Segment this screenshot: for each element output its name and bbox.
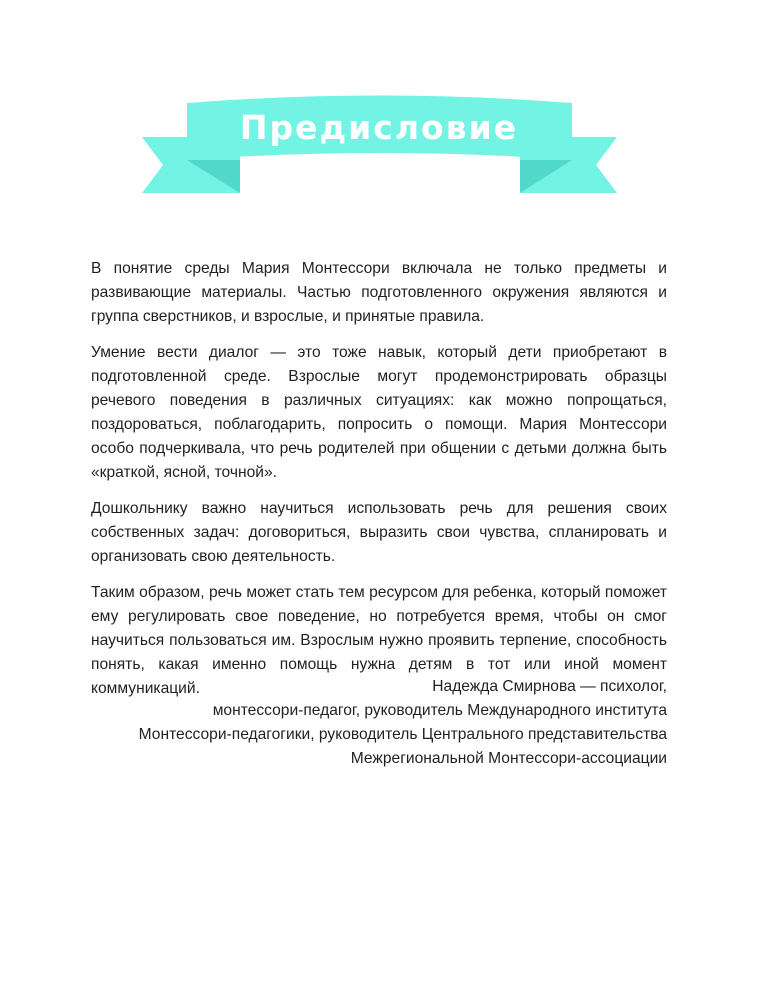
author-signature	[91, 675, 667, 771]
signature-line: Надежда Смирнова — психолог,	[432, 678, 667, 695]
paragraph: Дошкольнику важно научиться использовать речь для решения своих собственных задач: договориться, выразить свои чувства, спланировать и организовать свою деятельность.	[91, 500, 667, 565]
page-title: Предисловие	[239, 108, 519, 147]
paragraph: Таким образом, речь может стать тем ресурсом для ребенка, который поможет ему регулировать свое поведение, но потребуется время, чтобы он смог научиться пользоваться им. Взрослым нужно проявить терпение, способность понять, какая именно помощь нужна детям в тот или иной момент коммуникаций.	[91, 584, 667, 697]
title-ribbon	[0, 0, 759, 200]
ribbon-graphic	[0, 0, 759, 200]
signature-line: Межрегиональной Монтессори-ассоциации	[350, 750, 667, 767]
paragraph: В понятие среды Мария Монтессори включала не только предметы и развивающие материалы. Частью подготовленного окружения являются и группа сверстников, и взрослые, и принятые правила.	[91, 260, 667, 325]
paragraph: Умение вести диалог — это тоже навык, который дети приобретают в подготовленной среде. Взрослые могут продемонстрировать образцы речевого поведения в различных ситуациях: как можно попрощаться, поздороваться, поблагодарить, попросить о помощи. Мария Монтессори особо подчеркивала, что речь родителей при общении с детьми должна быть «краткой, ясной, точной».	[91, 344, 667, 481]
body-text	[91, 257, 667, 713]
signature-line: монтессори-педагог, руководитель Международного института	[212, 702, 667, 719]
signature-line: Монтессори-педагогики, руководитель Центрального представительства	[138, 726, 667, 743]
